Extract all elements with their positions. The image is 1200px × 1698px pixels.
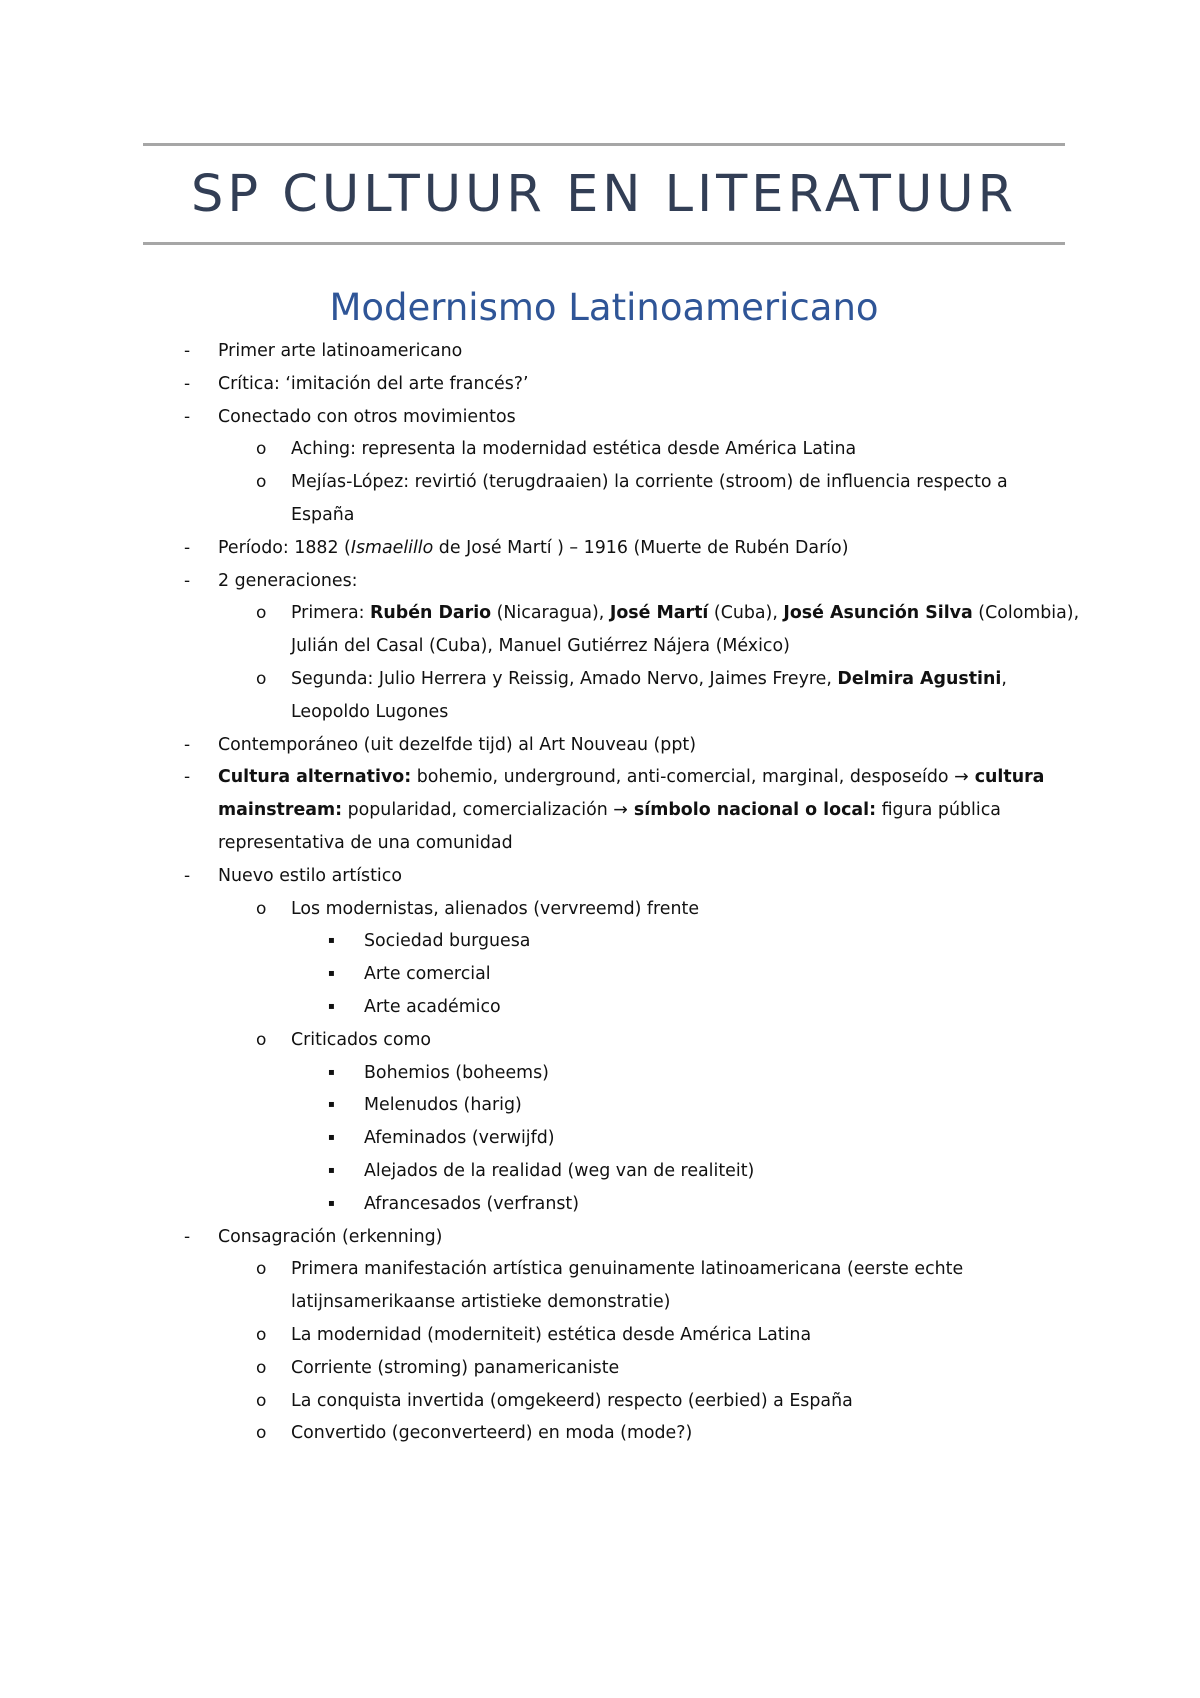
list-item: [0, 860, 1200, 893]
arrow-right-icon: →: [954, 767, 969, 788]
list-item: [0, 1221, 1200, 1254]
circle-bullet-icon: o: [256, 603, 267, 624]
square-bullet-icon: ▪: [328, 1197, 335, 1209]
square-bullet-icon: ▪: [328, 1099, 335, 1111]
bold-author-name: Rubén Dario: [370, 603, 492, 624]
list-item-text: Arte comercial: [364, 964, 491, 985]
list-item-text: 2 generaciones:: [218, 570, 358, 591]
list-item-text: Melenudos (harig): [364, 1095, 522, 1116]
list-item-continuation: [0, 630, 1200, 663]
list-item-text: Julián del Casal (Cuba), Manuel Gutiérrez Nájera (México): [291, 636, 790, 657]
circle-bullet-icon: o: [256, 668, 267, 689]
square-bullet-icon: ▪: [328, 1000, 335, 1012]
list-item-text: Los modernistas, alienados (vervreemd) frente: [291, 898, 700, 919]
list-item-text: Leopoldo Lugones: [291, 701, 449, 722]
list-item-continuation: [0, 696, 1200, 729]
list-item: [0, 565, 1200, 598]
list-item-text: representativa de una comunidad: [218, 832, 513, 853]
square-bullet-icon: ▪: [328, 1066, 335, 1078]
circle-bullet-icon: o: [256, 472, 267, 493]
list-item-text: Mejías-López: revirtió (terugdraaien) la corriente (stroom) de influencia respecto a: [291, 472, 1008, 493]
sub-list-item: [0, 1319, 1200, 1352]
list-item-text: Contemporáneo (uit dezelfde tijd) al Art Nouveau (ppt): [218, 734, 696, 755]
sub-sub-list-item: [0, 925, 1200, 958]
bold-term: Cultura alternativo:: [218, 767, 412, 788]
circle-bullet-icon: o: [256, 1357, 267, 1378]
list-item-text: Alejados de la realidad (weg van de realiteit): [364, 1160, 755, 1181]
circle-bullet-icon: o: [256, 1029, 267, 1050]
sub-sub-list-item: [0, 1122, 1200, 1155]
list-item-continuation: [0, 827, 1200, 860]
dash-bullet-icon: -: [184, 406, 191, 427]
list-item-text: Consagración (erkenning): [218, 1226, 443, 1247]
sub-list-item: [0, 893, 1200, 926]
sub-list-item: [0, 1024, 1200, 1057]
list-item-continuation: [0, 499, 1200, 532]
italic-work-title: Ismaelillo: [350, 537, 434, 558]
list-item-text: Afeminados (verwijfd): [364, 1128, 555, 1149]
list-item-text: Sociedad burguesa: [364, 931, 531, 952]
dash-bullet-icon: -: [184, 537, 191, 558]
list-item-text: España: [291, 504, 355, 525]
list-item-continuation: [0, 1286, 1200, 1319]
dash-bullet-icon: -: [184, 373, 191, 394]
list-item-text: (Cuba),: [708, 603, 784, 624]
list-item-text: Bohemios (boheems): [364, 1062, 549, 1083]
list-item-text: Convertido (geconverteerd) en moda (mode?): [291, 1423, 693, 1444]
list-item-text: Aching: representa la modernidad estética desde América Latina: [291, 439, 857, 460]
dash-bullet-icon: -: [184, 734, 191, 755]
square-bullet-icon: ▪: [328, 968, 335, 980]
title-top-rule: [143, 143, 1065, 146]
circle-bullet-icon: o: [256, 439, 267, 460]
document-title: SP CULTUUR EN LITERATUUR: [190, 165, 1018, 224]
list-item-text: popularidad, comercialización: [342, 800, 614, 821]
list-item-text: (Nicaragua),: [491, 603, 610, 624]
list-item-text: Criticados como: [291, 1029, 432, 1050]
list-item-text: La modernidad (moderniteit) estética desde América Latina: [291, 1324, 812, 1345]
circle-bullet-icon: o: [256, 898, 267, 919]
square-bullet-icon: ▪: [328, 935, 335, 947]
title-bottom-rule: [143, 242, 1065, 245]
list-item-text: Arte académico: [364, 996, 501, 1017]
sub-sub-list-item: [0, 1188, 1200, 1221]
bold-term: símbolo nacional o local:: [627, 800, 877, 821]
bold-author-name: Delmira Agustini: [837, 668, 1002, 689]
sub-sub-list-item: [0, 991, 1200, 1024]
sub-list-item: [0, 1253, 1200, 1286]
list-item-text: Primer arte latinoamericano: [218, 341, 463, 361]
dash-bullet-icon: -: [184, 865, 191, 886]
list-item: [0, 729, 1200, 762]
list-item-text: de José Martí ) – 1916 (Muerte de Rubén Darío): [433, 537, 849, 558]
bullet-list: [0, 335, 1200, 1450]
bold-author-name: José Asunción Silva: [783, 603, 973, 624]
list-item-text: Segunda: Julio Herrera y Reissig, Amado Nervo, Jaimes Freyre,: [291, 668, 838, 689]
sub-list-item: [0, 1352, 1200, 1385]
list-item: [0, 335, 1200, 368]
sub-sub-list-item: [0, 1057, 1200, 1090]
sub-sub-list-item: [0, 1089, 1200, 1122]
list-item-text: latijnsamerikaanse artistieke demonstratie): [291, 1292, 671, 1313]
dash-bullet-icon: -: [184, 341, 191, 361]
sub-list-item: [0, 1417, 1200, 1450]
bold-term: cultura: [968, 767, 1045, 788]
list-item: [0, 401, 1200, 434]
list-item-text: Nuevo estilo artístico: [218, 865, 402, 886]
circle-bullet-icon: o: [256, 1423, 267, 1444]
list-item-text: Conectado con otros movimientos: [218, 406, 516, 427]
list-item-text: (Colombia),: [972, 603, 1080, 624]
sub-list-item: [0, 1385, 1200, 1418]
arrow-right-icon: →: [613, 800, 628, 821]
list-item-text: Primera manifestación artística genuinamente latinoamericana (eerste echte: [291, 1259, 964, 1280]
sub-list-item: [0, 466, 1200, 499]
sub-sub-list-item: [0, 958, 1200, 991]
circle-bullet-icon: o: [256, 1390, 267, 1411]
list-item-text: Período: 1882 (: [218, 537, 351, 558]
list-item-text: La conquista invertida (omgekeerd) respecto (eerbied) a España: [291, 1390, 853, 1411]
list-item-text: Corriente (stroming) panamericaniste: [291, 1357, 620, 1378]
bold-author-name: José Martí: [609, 603, 709, 624]
bold-term: mainstream:: [218, 800, 343, 821]
list-item-text: bohemio, underground, anti-comercial, marginal, desposeído: [411, 767, 955, 788]
sub-list-item: [0, 597, 1200, 630]
list-item-continuation: [0, 794, 1200, 827]
square-bullet-icon: ▪: [328, 1132, 335, 1144]
list-item: [0, 368, 1200, 401]
list-item-text: figura pública: [876, 800, 1001, 821]
dash-bullet-icon: -: [184, 1226, 191, 1247]
sub-list-item: [0, 663, 1200, 696]
list-item-text: Primera:: [291, 603, 370, 624]
dash-bullet-icon: -: [184, 570, 191, 591]
section-heading: Modernismo Latinoamericano: [329, 286, 879, 329]
list-item: [0, 761, 1200, 794]
circle-bullet-icon: o: [256, 1324, 267, 1345]
list-item-text: Afrancesados (verfranst): [364, 1193, 580, 1214]
dash-bullet-icon: -: [184, 767, 191, 788]
sub-list-item: [0, 433, 1200, 466]
list-item-text: Crítica: ‘imitación del arte francés?’: [218, 373, 529, 394]
list-item-text: ,: [1001, 668, 1007, 689]
square-bullet-icon: ▪: [328, 1164, 335, 1176]
sub-sub-list-item: [0, 1155, 1200, 1188]
circle-bullet-icon: o: [256, 1259, 267, 1280]
list-item: [0, 532, 1200, 565]
